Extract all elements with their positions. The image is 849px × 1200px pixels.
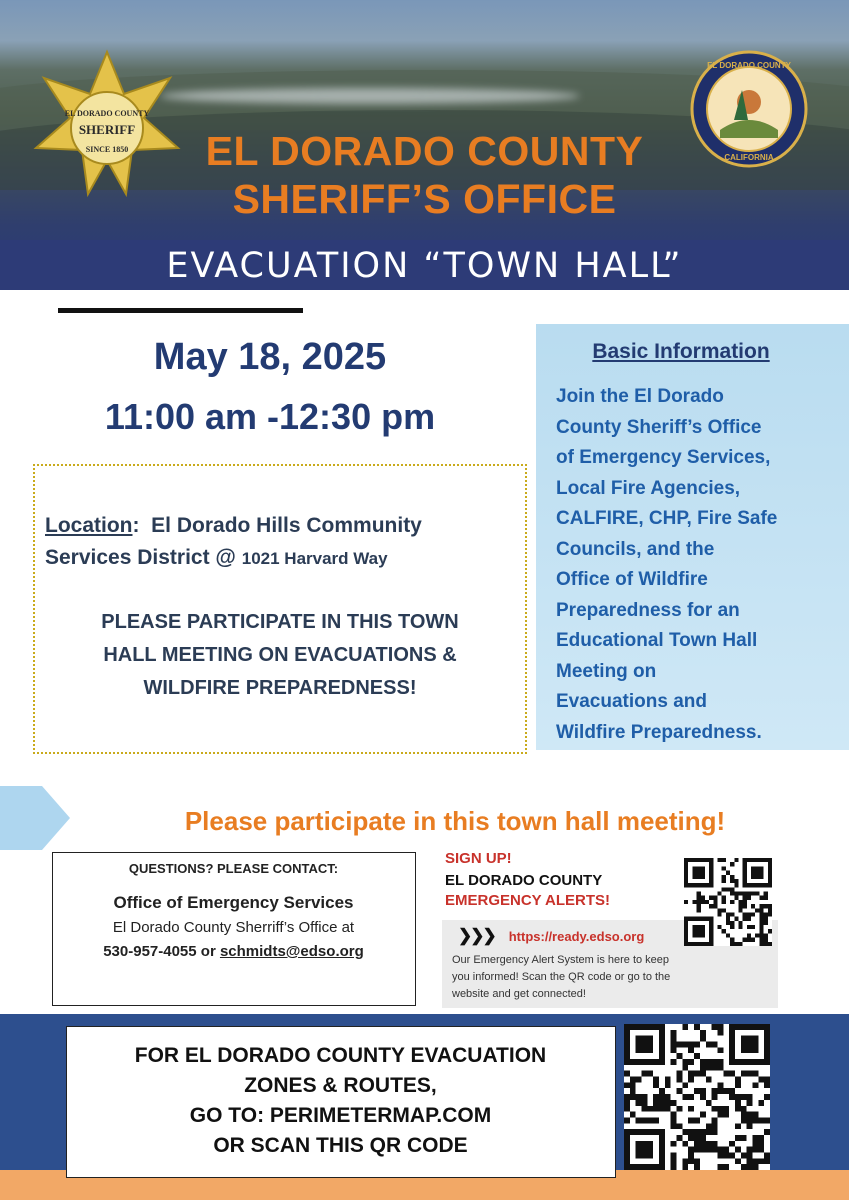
participation-call [45, 606, 515, 705]
alerts-description [452, 952, 772, 1003]
info-line: Local Fire Agencies, [556, 477, 741, 499]
contact-email-link[interactable]: schmidts@edso.org [219, 943, 364, 960]
basic-information-heading: Basic Information [592, 340, 770, 363]
info-line: Educational Town Hall [556, 630, 758, 651]
info-line: Councils, and the [556, 538, 715, 560]
contact-org: El Dorado County Sherriff’s Office at [112, 919, 355, 936]
basic-information-body [556, 382, 841, 748]
evacuation-zones-text [67, 1041, 614, 1161]
location-address: 1021 Harvard Way [241, 549, 388, 568]
chevrons-icon: ❯❯❯ [458, 926, 495, 945]
info-line: Preparedness for an [556, 599, 740, 621]
page-title-line-1: EL DORADO COUNTY [205, 128, 644, 174]
location-label: Location [45, 514, 133, 537]
alerts-description-line: Our Emergency Alert System is here to keep [452, 954, 670, 966]
contact-office: Office of Emergency Services [113, 893, 354, 912]
page-subtitle: EVACUATION “TOWN HALL” [166, 246, 683, 286]
info-line: Wildfire Preparedness. [556, 721, 762, 743]
footer-line: OR SCAN THIS QR CODE [213, 1134, 468, 1157]
location-name-2: Services District @ [45, 546, 242, 569]
participation-call-line: PLEASE PARTICIPATE IN THIS TOWN [101, 611, 459, 633]
alerts-url-link[interactable]: https://ready.edso.org [508, 929, 645, 944]
contact-phone: 530-957-4055 or [103, 943, 220, 960]
seal-bottom-text: CALIFORNIA [724, 153, 774, 162]
evacuation-zones-box [66, 1026, 616, 1178]
alerts-title: EMERGENCY ALERTS! [445, 892, 611, 909]
location-text: Location: El Dorado Hills Community Services District @ 1021 Harvard Way [45, 514, 422, 569]
alerts-qr-code-icon[interactable] [684, 858, 772, 946]
info-line: County Sheriff’s Office [556, 416, 762, 438]
alerts-description-line: website and get connected! [452, 988, 586, 1000]
contact-box [52, 852, 416, 1006]
footer-line: ZONES & ROUTES, [244, 1074, 437, 1097]
divider [58, 308, 303, 313]
event-date: May 18, 2025 [153, 336, 387, 378]
call-to-action: Please participate in this town hall meeting! [184, 806, 726, 836]
alerts-county: EL DORADO COUNTY [445, 872, 603, 889]
seal-top-text: EL DORADO COUNTY [707, 61, 791, 70]
info-line: Meeting on [556, 660, 657, 682]
location-box [33, 464, 527, 754]
footer-line: GO TO: PERIMETERMAP.COM [189, 1104, 492, 1127]
badge-center-text: SHERIFF [78, 122, 136, 137]
info-line: CALFIRE, CHP, Fire Safe [556, 508, 778, 529]
valley-fog [160, 88, 580, 104]
basic-information-panel [536, 324, 849, 750]
footer-line: FOR EL DORADO COUNTY EVACUATION [134, 1044, 547, 1067]
participation-call-line: WILDFIRE PREPAREDNESS! [143, 677, 417, 699]
page-title-line-2: SHERIFF’S OFFICE [232, 176, 617, 222]
contact-phone-email [53, 943, 414, 960]
badge-bottom-text: SINCE 1850 [85, 145, 129, 154]
badge-top-text: EL DORADO COUNTY [64, 109, 150, 118]
alerts-description-line: you informed! Scan the QR code or go to the [452, 971, 671, 983]
info-line: of Emergency Services, [556, 447, 771, 468]
perimetermap-qr-code-icon[interactable] [624, 1024, 770, 1170]
info-line: Join the El Dorado [556, 386, 724, 407]
alerts-signup: SIGN UP! [445, 850, 512, 867]
location-name-1: El Dorado Hills Community [151, 514, 422, 537]
event-time: 11:00 am -12:30 pm [104, 396, 436, 437]
contact-heading: QUESTIONS? PLEASE CONTACT: [128, 861, 339, 876]
participation-call-line: HALL MEETING ON EVACUATIONS & [103, 644, 457, 666]
info-line: Office of Wildfire [556, 569, 708, 590]
info-line: Evacuations and [556, 691, 707, 712]
